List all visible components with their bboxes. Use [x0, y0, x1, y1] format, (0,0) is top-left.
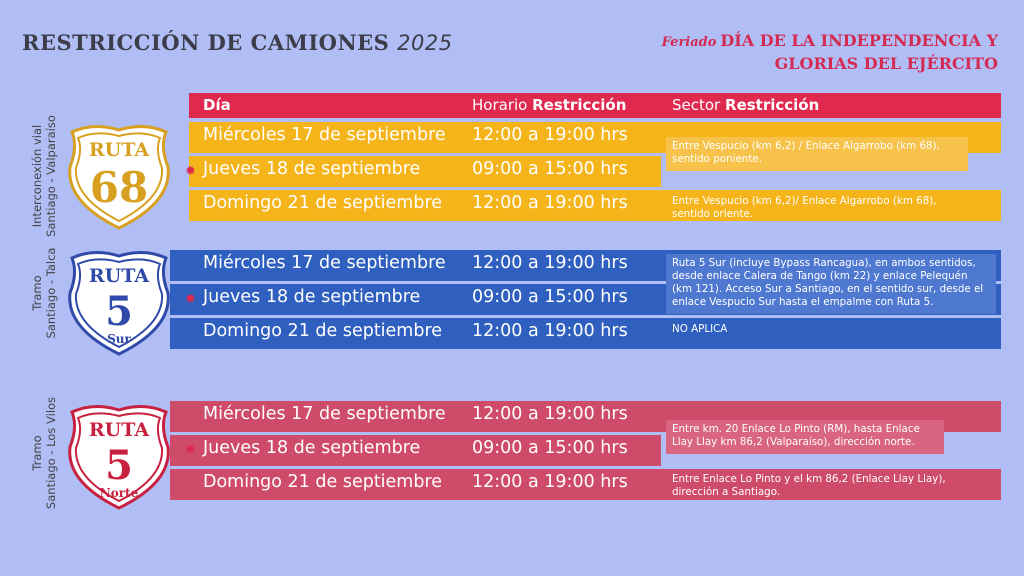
route5n-shield-num: 5	[105, 442, 133, 489]
header-day: Día	[203, 96, 231, 114]
route5s-sector-1: Ruta 5 Sur (incluye Bypass Rancagua), en ambos sentidos, desde enlace Calera de Tango (km 22) y enlace Pelequén (km 121). Acceso Sur a Santiago, en el sentido sur, desde el enlace Vespucio Sur hasta el empalme con Ruta 5.	[666, 254, 996, 314]
route68-row-2	[185, 156, 661, 187]
row-day: Jueves 18 de septiembre	[203, 287, 421, 307]
route5n-row-2	[170, 435, 661, 466]
route5n-side-label: Tramo Santiago - Los Vilos	[30, 396, 58, 510]
header-hours: Horario Restricción	[472, 96, 627, 114]
title-main: RESTRICCIÓN DE CAMIONES	[22, 30, 390, 55]
star-icon: ✹	[185, 292, 196, 307]
route5n-shield-sub: Norte	[99, 486, 139, 500]
row-day: Domingo 21 de septiembre	[203, 193, 443, 213]
route68-sector-1: Entre Vespucio (km 6,2) / Enlace Algarrobo (km 68), sentido poniente.	[666, 137, 968, 171]
route68-shield-num: 68	[89, 163, 149, 212]
row-day: Domingo 21 de septiembre	[203, 321, 443, 341]
route5n-sector-1: Entre km. 20 Enlace Lo Pinto (RM), hasta Enlace Llay Llay km 86,2 (Valparaíso), dirección norte.	[666, 420, 944, 454]
star-icon: ✹	[185, 443, 196, 458]
title-year: 2025	[397, 31, 453, 55]
row-time: 12:00 a 19:00 hrs	[472, 404, 628, 424]
route68-sector-2: Entre Vespucio (km 6,2)/ Enlace Algarrobo (km 68), sentido oriente.	[672, 195, 937, 220]
row-day: Miércoles 17 de septiembre	[203, 253, 446, 273]
star-icon: ✹	[185, 164, 196, 179]
row-time: 12:00 a 19:00 hrs	[472, 472, 628, 492]
route68-shield-top: RUTA	[88, 139, 150, 161]
page-title	[22, 30, 453, 55]
route5s-side-label: Tramo Santiago - Talca	[30, 247, 58, 339]
row-day: Miércoles 17 de septiembre	[203, 125, 446, 145]
holiday-line1: Feriado DÍA DE LA INDEPENDENCIA Y	[661, 31, 998, 50]
route5n-shield-icon	[64, 402, 174, 512]
row-time: 12:00 a 19:00 hrs	[472, 253, 628, 273]
route68-shield-icon	[64, 122, 174, 232]
route5s-shield-sub: Sur	[107, 332, 131, 346]
route68-side-label: Interconexión vial Santiago - Valparaíso	[30, 115, 58, 237]
row-day: Miércoles 17 de septiembre	[203, 404, 446, 424]
row-day: Domingo 21 de septiembre	[203, 472, 443, 492]
row-time: 09:00 a 15:00 hrs	[472, 438, 628, 458]
row-day: Jueves 18 de septiembre	[203, 438, 421, 458]
holiday-line2: GLORIAS DEL EJÉRCITO	[774, 54, 998, 73]
route5n-shield-top: RUTA	[88, 419, 150, 441]
row-time: 09:00 a 15:00 hrs	[472, 287, 628, 307]
row-time: 12:00 a 19:00 hrs	[472, 321, 628, 341]
header-sector: Sector Restricción	[672, 96, 820, 114]
holiday-label: Feriado	[661, 35, 717, 50]
route5s-sector-2: NO APLICA	[672, 323, 728, 335]
route5s-shield-top: RUTA	[88, 265, 150, 287]
route5s-shield-icon	[64, 248, 174, 358]
holiday-banner	[662, 30, 998, 74]
route5s-shield-num: 5	[105, 288, 133, 335]
row-time: 12:00 a 19:00 hrs	[472, 125, 628, 145]
route5n-sector-2: Entre Enlace Lo Pinto y el km 86,2 (Enlace Llay Llay), dirección a Santiago.	[672, 473, 946, 498]
table-header	[189, 93, 1001, 118]
row-time: 12:00 a 19:00 hrs	[472, 193, 628, 213]
row-time: 09:00 a 15:00 hrs	[472, 159, 628, 179]
row-day: Jueves 18 de septiembre	[203, 159, 421, 179]
